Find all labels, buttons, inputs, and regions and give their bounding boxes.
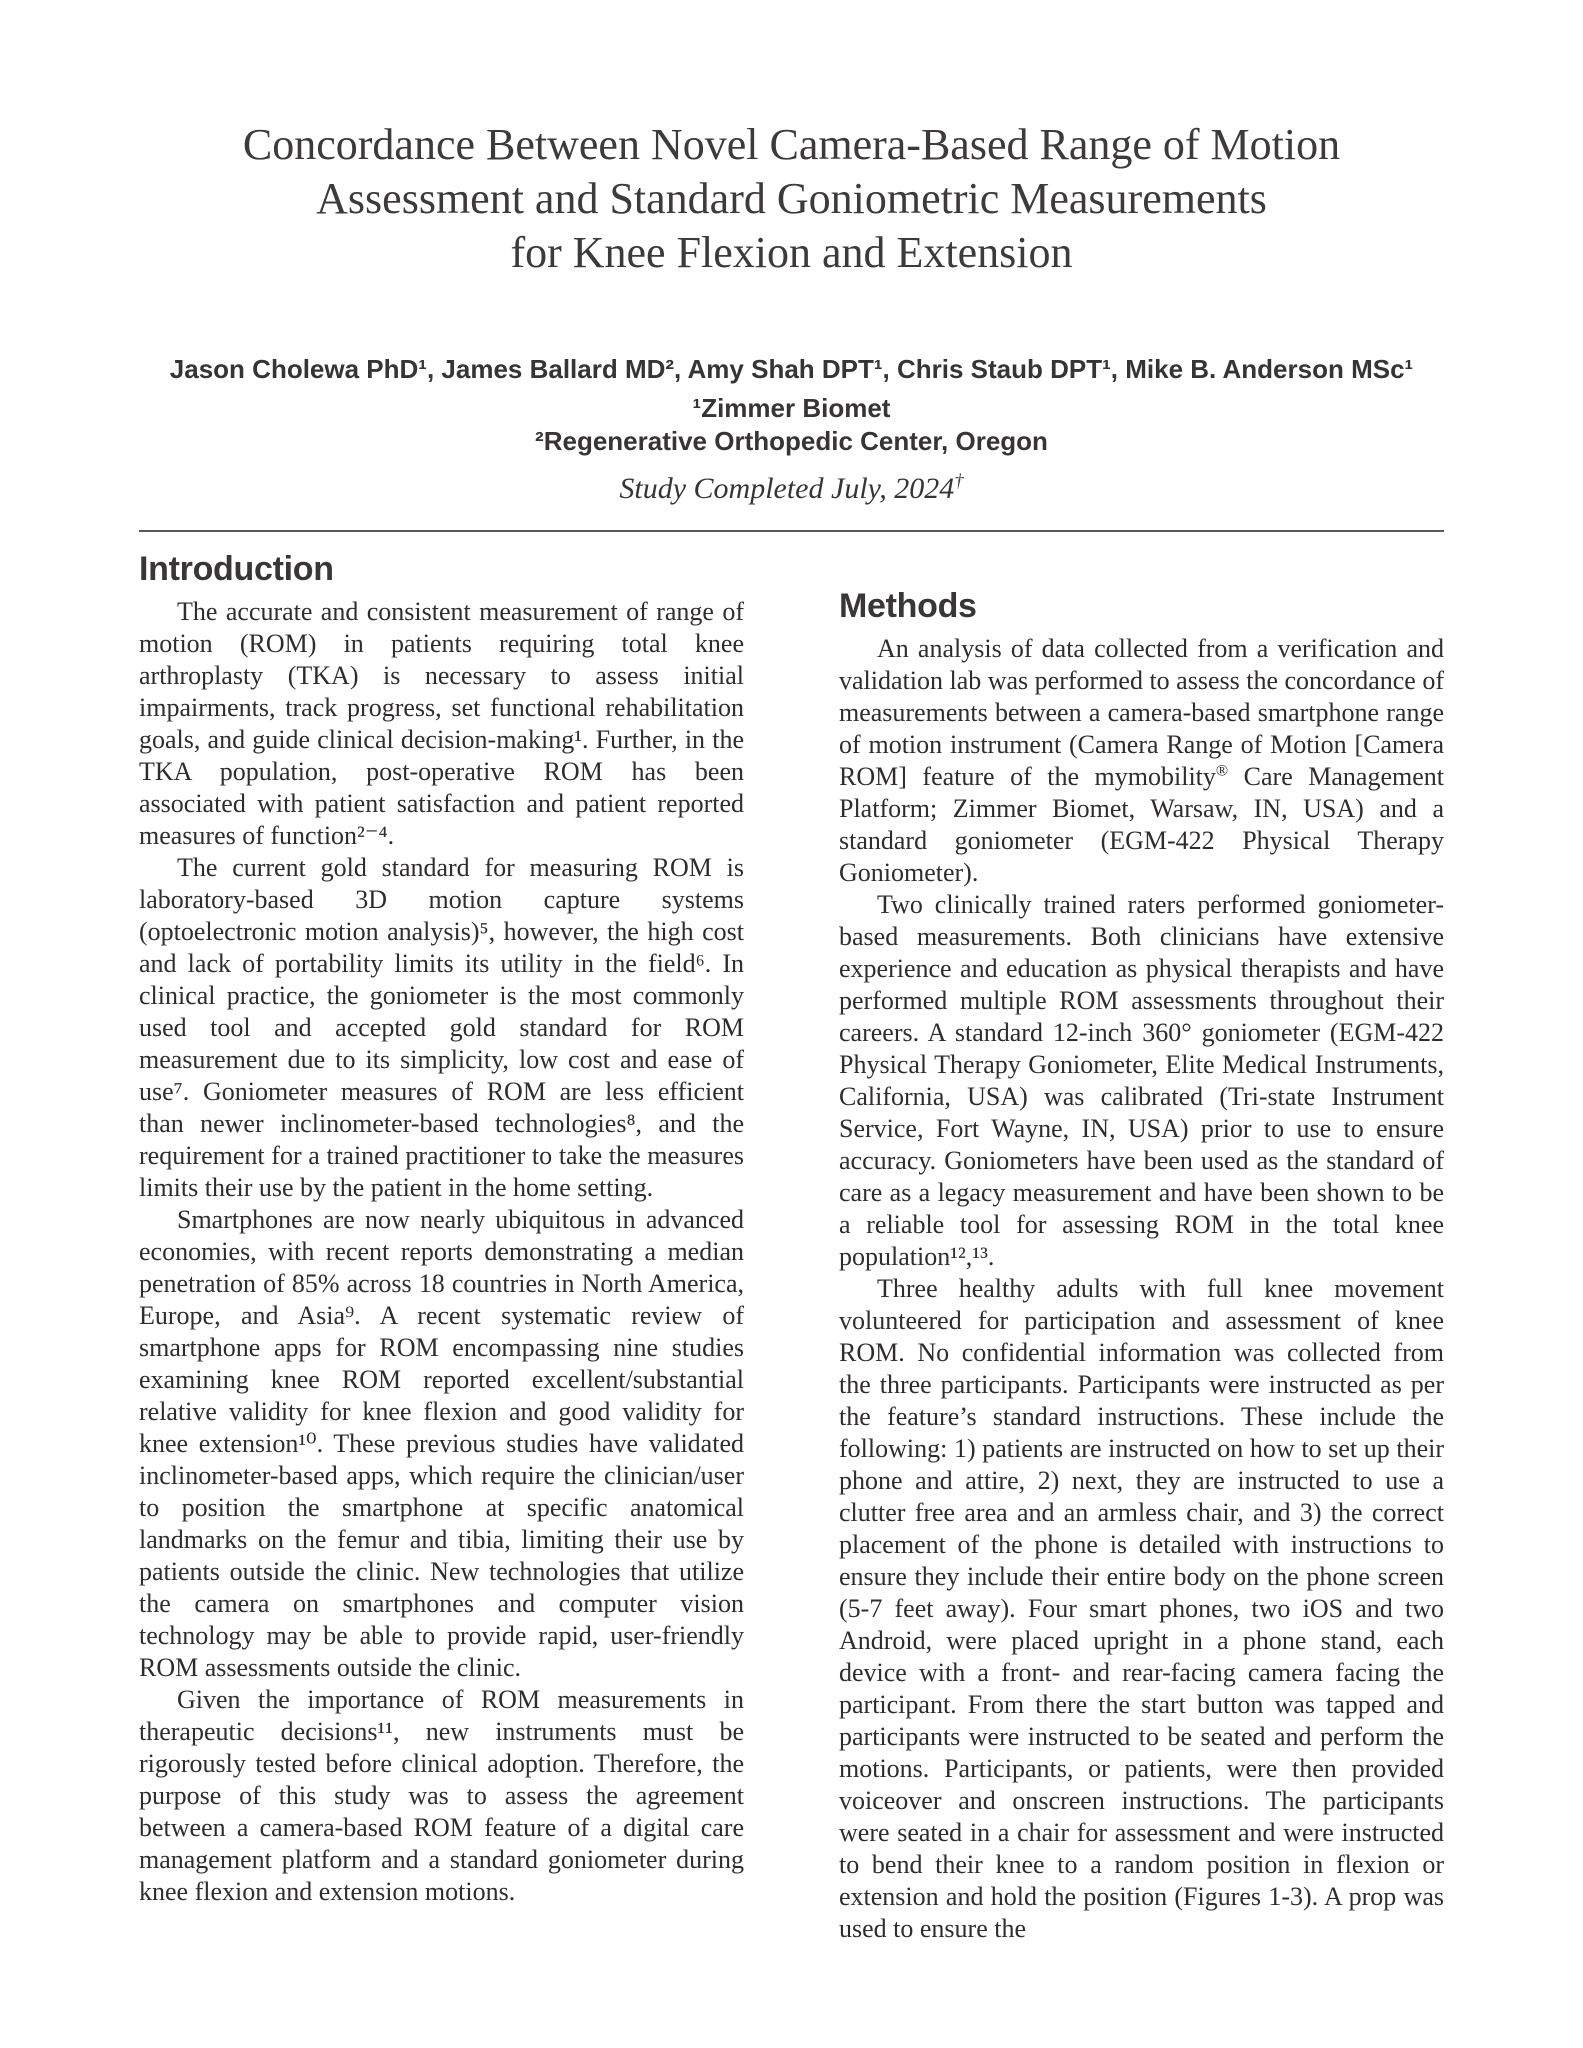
affiliation-line-2: ²Regenerative Orthopedic Center, Oregon (535, 426, 1048, 456)
methods-paragraph-3: Three healthy adults with full knee movement volunteered for participation and assessment of knee ROM. No confidential information was collected from the three participants. Participants were instructed as per the feature’s standard instructions. These include the following: 1) patients are instructed on how to set up their phone and attire, 2) next, they are instructed to use a clutter free area and an armless chair, and 3) the correct placement of the phone is detailed with instructions to ensure they include their entire body on the phone screen (5-7 feet away). Four smart phones, two iOS and two Android, were placed upright in a phone stand, each device with a front- and rear-facing camera facing the participant. From there the start button was tapped and participants were instructed to be seated and perform the motions. Participants, or patients, were then provided voiceover and onscreen instructions. The participants were seated in a chair for assessment and were instructed to bend their knee to a random position in flexion or extension and hold the position (Figures 1-3). A prop was used to ensure the (839, 1274, 1444, 1943)
authors-line: Jason Cholewa PhD¹, James Ballard MD², Amy Shah DPT¹, Chris Staub DPT¹, Mike B. Anderson MSc¹ (169, 354, 1414, 384)
section-heading-introduction: Introduction (139, 550, 334, 588)
intro-paragraph-2: The current gold standard for measuring ROM is laboratory-based 3D motion capture systems (optoelectronic motion analysis)⁵, however, the high cost and lack of portability limits its utility in the field⁶. In clinical practice, the goniometer is the most commonly used tool and accepted gold standard for ROM measurement due to its simplicity, low cost and ease of use⁷. Goniometer measures of ROM are less efficient than newer inclinometer-based technologies⁸, and the requirement for a trained practitioner to take the measures limits their use by the patient in the home setting. (139, 853, 744, 1202)
title-line-1: Concordance Between Novel Camera-Based Range of Motion (242, 120, 1341, 169)
intro-paragraph-4: Given the importance of ROM measurements in therapeutic decisions¹¹, new instruments must be rigorously tested before clinical adoption. Therefore, the purpose of this study was to assess the agreement between a camera-based ROM feature of a digital care management platform and a standard goniometer during knee flexion and extension motions. (139, 1685, 744, 1906)
right-column (839, 550, 1444, 1945)
paper-header (139, 118, 1444, 504)
intro-paragraph-1: The accurate and consistent measurement of range of motion (ROM) in patients requiring total knee arthroplasty (TKA) is necessary to assess initial impairments, track progress, set functional rehabilitation goals, and guide clinical decision-making¹. Further, in the TKA population, post-operative ROM has been associated with patient satisfaction and patient reported measures of function²⁻⁴. (139, 597, 744, 850)
two-column-body (139, 550, 1444, 1945)
intro-paragraph-3: Smartphones are now nearly ubiquitous in advanced economies, with recent reports demonstrating a median penetration of 85% across 18 countries in North America, Europe, and Asia⁹. A recent systematic review of smartphone apps for ROM encompassing nine studies examining knee ROM reported excellent/substantial relative validity for knee flexion and good validity for knee extension¹⁰. These previous studies have validated inclinometer-based apps, which require the clinician/user to position the smartphone at specific anatomical landmarks on the femur and tibia, limiting their use by patients outside the clinic. New technologies that utilize the camera on smartphones and computer vision technology may be able to provide rapid, user-friendly ROM assessments outside the clinic. (139, 1205, 744, 1682)
study-completed-note: Study Completed July, 2024† (619, 471, 964, 505)
page-title (139, 118, 1444, 280)
affiliations-block (139, 392, 1444, 458)
title-line-3: for Knee Flexion and Extension (510, 228, 1073, 277)
header-divider (139, 530, 1444, 532)
affiliation-line-1: ¹Zimmer Biomet (692, 393, 891, 423)
title-line-2: Assessment and Standard Goniometric Measurements (316, 174, 1267, 223)
methods-paragraph-2: Two clinically trained raters performed goniometer-based measurements. Both clinicians have extensive experience and education as physical therapists and have performed multiple ROM assessments throughout their careers. A standard 12-inch 360° goniometer (EGM-422 Physical Therapy Goniometer, Elite Medical Instruments, California, USA) was calibrated (Tri-state Instrument Service, Fort Wayne, IN, USA) prior to use to ensure accuracy. Goniometers have been used as the standard of care as a legacy measurement and have been shown to be a reliable tool for assessing ROM in the total knee population¹²,¹³. (839, 890, 1444, 1271)
left-column (139, 550, 744, 1945)
section-heading-methods: Methods (839, 587, 977, 625)
methods-paragraph-1: An analysis of data collected from a verification and validation lab was performed to assess the concordance of measurements between a camera-based smartphone range of motion instrument (Camera Range of Motion [Camera ROM] feature of the mymobility® Care Management Platform; Zimmer Biomet, Warsaw, IN, USA) and a standard goniometer (EGM-422 Physical Therapy Goniometer). (839, 634, 1445, 887)
